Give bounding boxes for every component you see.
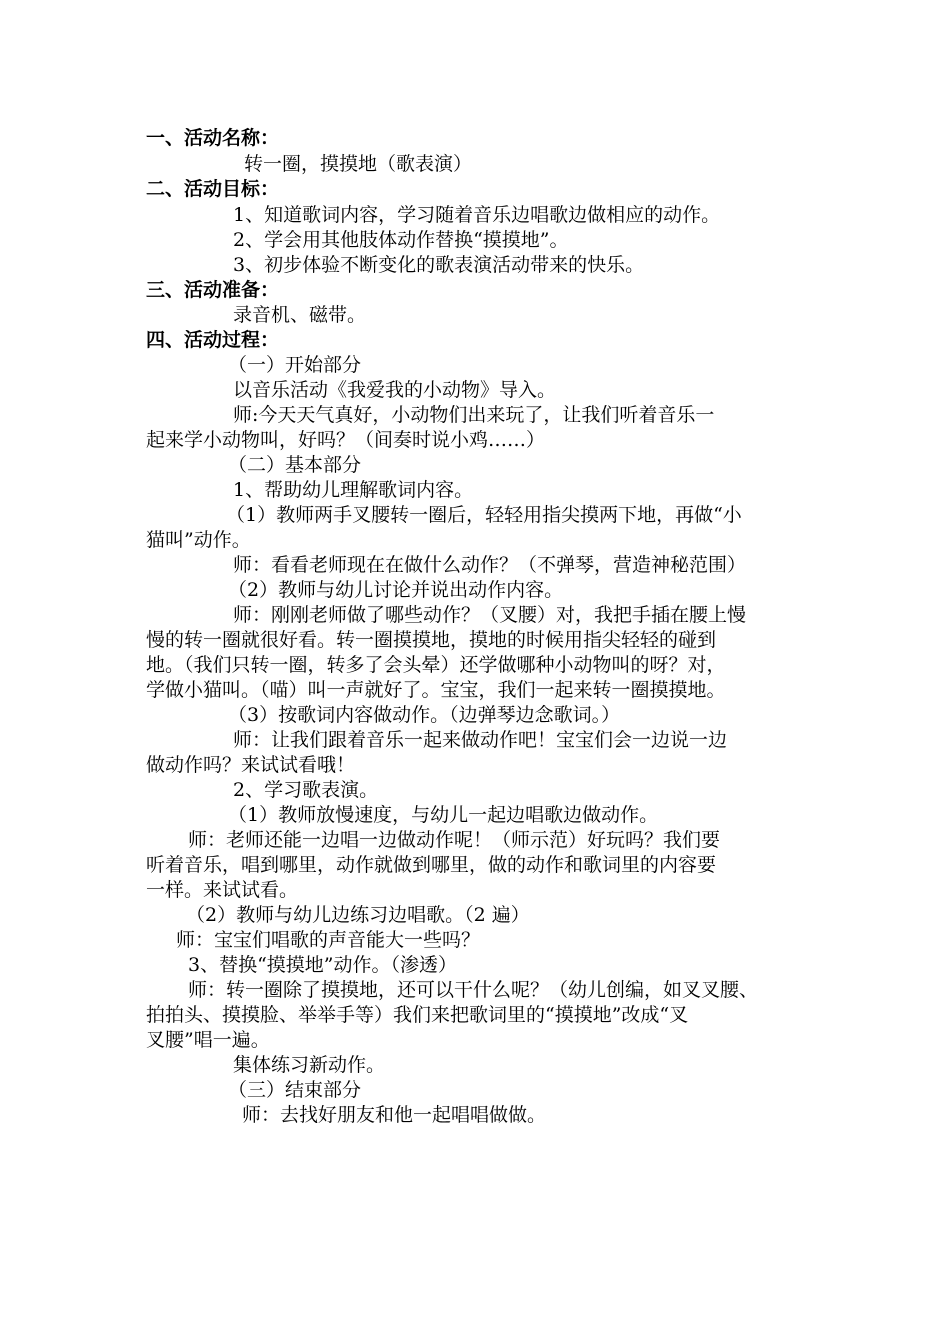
section-heading-activity-process: 四、活动过程： — [146, 329, 280, 351]
prep-text: 录音机、磁带。 — [233, 304, 367, 326]
process-paragraph: 地。（我们只转一圈，转多了会头晕）还学做哪种小动物叫的呀？对， — [146, 654, 726, 676]
process-paragraph: 3、替换“摸摸地”动作。（渗透） — [188, 954, 458, 976]
process-paragraph: 师：刚刚老师做了哪些动作？（叉腰）对，我把手插在腰上慢 — [233, 604, 747, 626]
process-paragraph: 1、帮助幼儿理解歌词内容。 — [233, 479, 474, 501]
goal-item-1: 1、知道歌词内容，学习随着音乐边唱歌边做相应的动作。 — [233, 204, 721, 226]
section-heading-activity-prep: 三、活动准备： — [146, 279, 280, 301]
process-paragraph: 师：转一圈除了摸摸地，还可以干什么呢？（幼儿创编，如叉叉腰、 — [188, 979, 759, 1001]
process-paragraph: （1）教师两手叉腰转一圈后，轻轻用指尖摸两下地，再做“小 — [226, 504, 742, 526]
process-paragraph: 2、学习歌表演。 — [233, 779, 379, 801]
process-paragraph: 师：看看老师现在在做什么动作？（不弹琴，营造神秘范围） — [233, 554, 747, 576]
process-paragraph: 拍拍头、摸摸脸、举举手等）我们来把歌词里的“摸摸地”改成“叉 — [146, 1004, 689, 1026]
process-paragraph: 师:今天天气真好，小动物们出来玩了，让我们听着音乐一 — [233, 404, 715, 426]
section-heading-activity-goals: 二、活动目标： — [146, 178, 280, 200]
goal-item-2: 2、学会用其他肢体动作替换“摸摸地”。 — [233, 229, 569, 251]
process-paragraph: 师：老师还能一边唱一边做动作呢！（师示范）好玩吗？我们要 — [188, 829, 721, 851]
process-paragraph: 慢的转一圈就很好看。转一圈摸摸地，摸地的时候用指尖轻轻的碰到 — [146, 629, 717, 651]
section-heading-activity-name: 一、活动名称： — [146, 127, 280, 149]
process-paragraph: （2）教师与幼儿边练习边唱歌。（2 遍） — [186, 904, 530, 926]
process-paragraph: 师：去找好朋友和他一起唱唱做做。 — [242, 1104, 547, 1126]
process-paragraph: （3）按歌词内容做动作。（边弹琴边念歌词。） — [228, 704, 621, 726]
activity-title: 转一圈，摸摸地（歌表演） — [244, 153, 473, 175]
process-paragraph: 起来学小动物叫，好吗？（间奏时说小鸡……） — [146, 429, 546, 451]
process-paragraph: 听着音乐，唱到哪里，动作就做到哪里，做的动作和歌词里的内容要 — [146, 854, 717, 876]
process-subheading-end: （三）结束部分 — [228, 1079, 362, 1101]
process-subheading-start: （一）开始部分 — [228, 354, 362, 376]
process-paragraph: （1）教师放慢速度，与幼儿一起边唱歌边做动作。 — [228, 804, 659, 826]
process-paragraph: 集体练习新动作。 — [233, 1054, 386, 1076]
process-paragraph: 叉腰”唱一遍。 — [146, 1029, 270, 1051]
process-paragraph: 以音乐活动《我爱我的小动物》导入。 — [233, 379, 557, 401]
process-paragraph: （2）教师与幼儿讨论并说出动作内容。 — [228, 579, 564, 601]
process-paragraph: 一样。来试试看。 — [146, 879, 299, 901]
process-paragraph: 猫叫”动作。 — [146, 529, 251, 551]
process-paragraph: 做动作吗？来试试看哦！ — [146, 754, 356, 776]
process-paragraph: 师：让我们跟着音乐一起来做动作吧！宝宝们会一边说一边 — [233, 729, 728, 751]
process-subheading-basic: （二）基本部分 — [228, 454, 362, 476]
process-paragraph: 师：宝宝们唱歌的声音能大一些吗？ — [176, 929, 481, 951]
process-paragraph: 学做小猫叫。（喵）叫一声就好了。宝宝，我们一起来转一圈摸摸地。 — [146, 679, 726, 701]
goal-item-3: 3、初步体验不断变化的歌表演活动带来的快乐。 — [233, 254, 645, 276]
